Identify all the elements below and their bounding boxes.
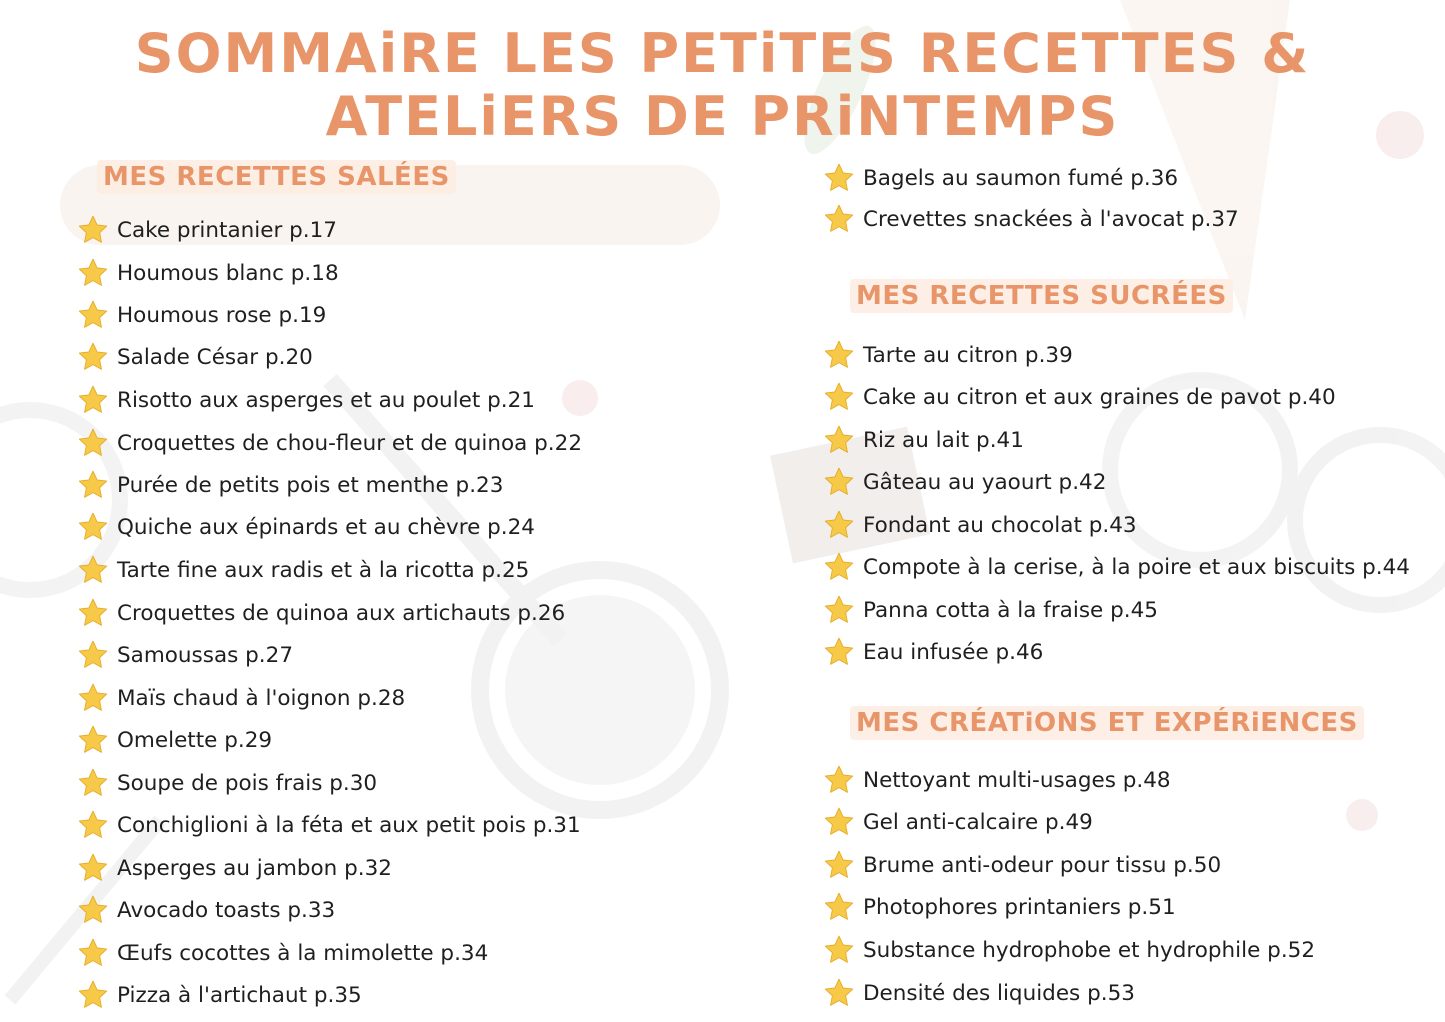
list-item xyxy=(822,507,1137,543)
item-label: Riz au lait p.41 xyxy=(863,427,1024,453)
list-item xyxy=(76,467,503,503)
list-item xyxy=(76,255,339,291)
list-item xyxy=(822,549,1410,585)
item-label: Salade César p.20 xyxy=(117,344,313,370)
item-label: Photophores printaniers p.51 xyxy=(863,894,1176,920)
list-item xyxy=(822,422,1024,458)
list-item xyxy=(76,765,377,801)
list-item xyxy=(822,762,1171,798)
item-label: Substance hydrophobe et hydrophile p.52 xyxy=(863,937,1316,963)
star-icon xyxy=(822,933,856,967)
list-item xyxy=(822,201,1239,237)
item-label: Œufs cocottes à la mimolette p.34 xyxy=(117,940,489,966)
star-icon xyxy=(76,723,110,757)
item-label: Nettoyant multi-usages p.48 xyxy=(863,767,1171,793)
item-label: Croquettes de chou-fleur et de quinoa p.22 xyxy=(117,430,583,456)
item-label: Cake au citron et aux graines de pavot p.40 xyxy=(863,384,1336,410)
star-icon xyxy=(822,465,856,499)
star-icon xyxy=(76,553,110,587)
star-icon xyxy=(76,851,110,885)
star-icon xyxy=(822,976,856,1010)
star-icon xyxy=(76,766,110,800)
star-icon xyxy=(822,890,856,924)
item-label: Soupe de pois frais p.30 xyxy=(117,770,378,796)
star-icon xyxy=(76,256,110,290)
list-item xyxy=(76,680,405,716)
star-icon xyxy=(76,638,110,672)
star-icon xyxy=(822,805,856,839)
list-item xyxy=(822,847,1221,883)
star-icon xyxy=(76,681,110,715)
list-item xyxy=(822,592,1158,628)
list-item xyxy=(76,807,581,843)
list-item xyxy=(822,889,1176,925)
item-label: Samoussas p.27 xyxy=(117,642,293,668)
page-title: SOMMAiRE LES PETiTES RECETTES & ATELiERS DE PRiNTEMPS xyxy=(134,22,1311,148)
item-label: Conchiglioni à la féta et aux petit pois p.31 xyxy=(117,812,581,838)
item-label: Crevettes snackées à l'avocat p.37 xyxy=(863,206,1239,232)
star-icon xyxy=(76,426,110,460)
star-icon xyxy=(822,550,856,584)
item-label: Quiche aux épinards et au chèvre p.24 xyxy=(117,514,535,540)
item-label: Asperges au jambon p.32 xyxy=(117,855,392,881)
item-label: Tarte au citron p.39 xyxy=(863,342,1073,368)
list-item xyxy=(76,595,565,631)
list-item xyxy=(76,339,313,375)
item-label: Tarte fine aux radis et à la ricotta p.25 xyxy=(117,557,530,583)
list-item xyxy=(822,160,1178,196)
star-icon xyxy=(76,808,110,842)
list-item xyxy=(822,464,1106,500)
list-item xyxy=(76,892,335,928)
item-label: Houmous rose p.19 xyxy=(117,302,327,328)
item-label: Eau infusée p.46 xyxy=(863,639,1044,665)
star-icon xyxy=(76,383,110,417)
item-label: Gel anti-calcaire p.49 xyxy=(863,809,1093,835)
list-item xyxy=(76,382,535,418)
star-icon xyxy=(822,635,856,669)
list-item xyxy=(822,975,1135,1011)
item-label: Compote à la cerise, à la poire et aux biscuits p.44 xyxy=(863,554,1410,580)
star-icon xyxy=(822,508,856,542)
list-item xyxy=(76,552,529,588)
list-item xyxy=(76,509,535,545)
star-icon xyxy=(822,423,856,457)
list-item xyxy=(76,297,326,333)
item-label: Houmous blanc p.18 xyxy=(117,260,339,286)
star-icon xyxy=(822,338,856,372)
star-icon xyxy=(76,213,110,247)
item-label: Densité des liquides p.53 xyxy=(863,980,1135,1006)
list-item xyxy=(76,425,582,461)
item-label: Maïs chaud à l'oignon p.28 xyxy=(117,685,406,711)
star-icon xyxy=(822,848,856,882)
item-label: Omelette p.29 xyxy=(117,727,273,753)
item-label: Cake printanier p.17 xyxy=(117,217,337,243)
item-label: Croquettes de quinoa aux artichauts p.26 xyxy=(117,600,566,626)
star-icon xyxy=(76,298,110,332)
star-icon xyxy=(822,202,856,236)
star-icon xyxy=(76,936,110,970)
list-item xyxy=(76,212,337,248)
item-label: Gâteau au yaourt p.42 xyxy=(863,469,1107,495)
list-item xyxy=(76,722,272,758)
star-icon xyxy=(822,593,856,627)
list-item xyxy=(822,337,1073,373)
list-item xyxy=(822,379,1336,415)
section-heading-creations: MES CRÉATiONS ET EXPÉRiENCES xyxy=(850,706,1364,740)
item-label: Risotto aux asperges et au poulet p.21 xyxy=(117,387,535,413)
list-item xyxy=(822,932,1315,968)
list-item xyxy=(76,977,362,1013)
star-icon xyxy=(822,380,856,414)
list-item xyxy=(76,637,293,673)
list-item xyxy=(822,804,1093,840)
item-label: Bagels au saumon fumé p.36 xyxy=(863,165,1179,191)
star-icon xyxy=(822,763,856,797)
list-item xyxy=(76,850,392,886)
item-label: Pizza à l'artichaut p.35 xyxy=(117,982,362,1008)
item-label: Brume anti-odeur pour tissu p.50 xyxy=(863,852,1222,878)
star-icon xyxy=(76,340,110,374)
item-label: Fondant au chocolat p.43 xyxy=(863,512,1137,538)
list-item xyxy=(76,935,488,971)
section-heading-sucrees: MES RECETTES SUCRÉES xyxy=(850,279,1233,313)
star-icon xyxy=(76,596,110,630)
item-label: Panna cotta à la fraise p.45 xyxy=(863,597,1158,623)
star-icon xyxy=(76,468,110,502)
list-item xyxy=(822,634,1043,670)
star-icon xyxy=(822,161,856,195)
item-label: Avocado toasts p.33 xyxy=(117,897,336,923)
star-icon xyxy=(76,978,110,1012)
item-label: Purée de petits pois et menthe p.23 xyxy=(117,472,504,498)
section-heading-salees: MES RECETTES SALÉES xyxy=(97,160,456,194)
star-icon xyxy=(76,510,110,544)
star-icon xyxy=(76,893,110,927)
